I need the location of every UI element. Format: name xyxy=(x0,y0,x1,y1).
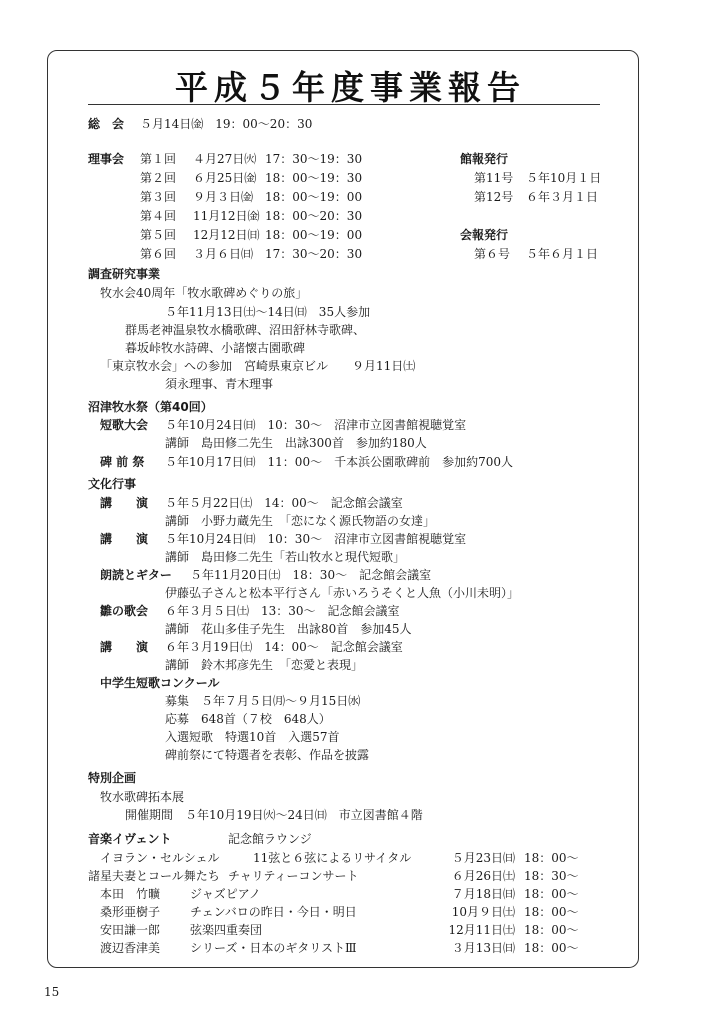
hina-label: 雛の歌会 xyxy=(100,604,149,618)
roudoku-label: 朗読とギター xyxy=(100,568,172,582)
kouen-line: ６年３月19日㈯ 14：00〜 記念館会議室 xyxy=(165,640,403,654)
ongaku-performer: 諸星夫妻とコール舞たち xyxy=(88,869,220,883)
ongaku-performer: 本田 竹曠 xyxy=(100,887,161,901)
kouen-line: ５年10月24日㈰ 10：30〜 沼津市立図書館視聴覚室 xyxy=(165,532,467,546)
bunka-label: 文化行事 xyxy=(88,477,137,491)
rijikai-time: 17：30〜19：30 xyxy=(265,152,363,166)
ongaku-program: ジャズピアノ xyxy=(190,887,261,901)
page-title: 平成５年度事業報告 xyxy=(175,68,526,107)
ongaku-time: 18：30〜 xyxy=(524,869,579,883)
tanka-line: 講師 島田修二先生 出詠300首 参加約180人 xyxy=(165,436,427,450)
kaihou-no: 第11号 xyxy=(474,171,514,185)
kaihou-date: ５年10月１日 xyxy=(526,171,602,185)
rijikai-time: 17：30〜20：30 xyxy=(265,247,363,261)
ongaku-program: 11弦と６弦によるリサイタル xyxy=(253,851,412,865)
kaihou-no: 第12号 xyxy=(474,190,514,204)
ongaku-performer: 渡辺香津美 xyxy=(100,941,161,955)
rijikai-date: 11月12日㈮ xyxy=(193,209,260,223)
chousa-line: 「東京牧水会」への参加 宮崎県東京ビル ９月11日㈯ xyxy=(100,359,416,373)
soukai-label: 総 会 xyxy=(88,117,125,131)
rijikai-date: ４月27日㈫ xyxy=(193,152,257,166)
rijikai-no: 第６回 xyxy=(140,247,177,261)
kouen-line: 講師 小野力蔵先生 「恋になく源氏物語の女達」 xyxy=(165,514,436,528)
ongaku-date: ７月18日㈰ xyxy=(451,887,515,901)
ongaku-date: ６月26日㈯ xyxy=(451,869,515,883)
ongaku-label: 音楽イヴェント xyxy=(88,832,172,846)
rijikai-date: ９月３日㈮ xyxy=(193,190,254,204)
roudoku-line: 伊藤弘子さんと松本平行さん「赤いろうそくと人魚（小川未明）」 xyxy=(165,586,520,600)
rijikai-no: 第３回 xyxy=(140,190,177,204)
ongaku-program: チャリティーコンサート xyxy=(228,869,359,883)
roudoku-line: ５年11月20日㈯ 18：30〜 記念館会議室 xyxy=(190,568,432,582)
ongaku-performer: 安田謙一郎 xyxy=(100,923,161,937)
chousa-line: 群馬老神温泉牧水橋歌碑、沼田舒林寺歌碑、 xyxy=(125,323,366,337)
kouen-label: 講 演 xyxy=(100,496,149,510)
chugaku-line: 応募 648首（７校 648人） xyxy=(165,712,331,726)
chousa-line: ５年11月13日㈯〜14日㈰ 35人参加 xyxy=(165,305,371,319)
ongaku-program: シリーズ・日本のギタリストⅢ xyxy=(190,941,357,955)
rijikai-time: 18：00〜20：30 xyxy=(265,209,363,223)
ongaku-time: 18：00〜 xyxy=(524,941,579,955)
chugaku-line: 碑前祭にて特選者を表彰、作品を披露 xyxy=(165,748,370,762)
rijikai-no: 第１回 xyxy=(140,152,177,166)
kaihou2-date: ５年６月１日 xyxy=(526,247,599,261)
ongaku-program: 弦楽四重奏団 xyxy=(190,923,263,937)
soukai-text: ５月14日㈮ 19：00〜20：30 xyxy=(140,117,313,131)
himae-line: ５年10月17日㈰ 11：00〜 千本浜公園歌碑前 参加約700人 xyxy=(165,455,513,469)
ongaku-time: 18：00〜 xyxy=(524,923,579,937)
rijikai-no: 第２回 xyxy=(140,171,177,185)
ongaku-time: 18：00〜 xyxy=(524,905,579,919)
tokubetsu-line: 開催期間 ５年10月19日㈫〜24日㈰ 市立図書館４階 xyxy=(125,808,423,822)
rijikai-no: 第５回 xyxy=(140,228,177,242)
rijikai-date: 12月12日㈰ xyxy=(193,228,260,242)
ongaku-time: 18：00〜 xyxy=(524,851,579,865)
ongaku-date: ３月13日㈰ xyxy=(451,941,515,955)
kouen-label: 講 演 xyxy=(100,640,149,654)
kouen-line: 講師 島田修二先生「若山牧水と現代短歌」 xyxy=(165,550,406,564)
rijikai-time: 18：00〜19：00 xyxy=(265,228,363,242)
tokubetsu-line: 牧水歌碑拓本展 xyxy=(100,790,185,804)
ongaku-place: 記念館ラウンジ xyxy=(228,832,312,846)
ongaku-date: ５月23日㈰ xyxy=(451,851,515,865)
kouen-label: 講 演 xyxy=(100,532,149,546)
chousa-line: 須永理事、青木理事 xyxy=(165,377,274,391)
kaihou-date: ６年３月１日 xyxy=(526,190,599,204)
tokubetsu-label: 特別企画 xyxy=(88,771,137,785)
chugaku-line: 募集 ５年７月５日㈪〜９月15日㈬ xyxy=(165,694,361,708)
page-number: 15 xyxy=(44,985,60,999)
chugaku-line: 入選短歌 特選10首 入選57首 xyxy=(165,730,340,744)
bokusuisai-label: 沼津牧水祭（第40回） xyxy=(88,400,213,414)
rijikai-label: 理事会 xyxy=(88,152,125,166)
kaihou2-label: 会報発行 xyxy=(460,228,509,242)
hina-line: 講師 花山多佳子先生 出詠80首 参加45人 xyxy=(165,622,412,636)
rijikai-date: ６月25日㈮ xyxy=(193,171,257,185)
kaihou2-no: 第６号 xyxy=(474,247,511,261)
rijikai-no: 第４回 xyxy=(140,209,177,223)
kouen-line: 講師 鈴木邦彦先生 「恋愛と表現」 xyxy=(165,658,364,672)
rijikai-time: 18：00〜19：30 xyxy=(265,171,363,185)
ongaku-performer: 桑形亜樹子 xyxy=(100,905,161,919)
ongaku-program: チェンバロの昨日・今日・明日 xyxy=(190,905,357,919)
chousa-line: 暮坂峠牧水詩碑、小諸懐古園歌碑 xyxy=(125,341,306,355)
chousa-line: 牧水会40周年「牧水歌碑めぐりの旅」 xyxy=(100,286,308,300)
ongaku-time: 18：00〜 xyxy=(524,887,579,901)
tanka-label: 短歌大会 xyxy=(100,418,149,432)
kouen-line: ５年５月22日㈯ 14：00〜 記念館会議室 xyxy=(165,496,403,510)
himae-label: 碑 前 祭 xyxy=(100,455,145,469)
tanka-line: ５年10月24日㈰ 10：30〜 沼津市立図書館視聴覚室 xyxy=(165,418,467,432)
rijikai-time: 18：00〜19：00 xyxy=(265,190,363,204)
ongaku-date: 10月９日㈯ xyxy=(451,905,515,919)
chugaku-label: 中学生短歌コンクール xyxy=(100,676,220,690)
rijikai-date: ３月６日㈰ xyxy=(193,247,254,261)
ongaku-performer: イヨラン・セルシェル xyxy=(100,851,220,865)
chousa-label: 調査研究事業 xyxy=(88,267,161,281)
hina-line: ６年３月５日㈯ 13：30〜 記念館会議室 xyxy=(165,604,400,618)
title-rule xyxy=(88,104,600,105)
kaihou-label: 館報発行 xyxy=(460,152,509,166)
ongaku-date: 12月11日㈯ xyxy=(448,923,515,937)
